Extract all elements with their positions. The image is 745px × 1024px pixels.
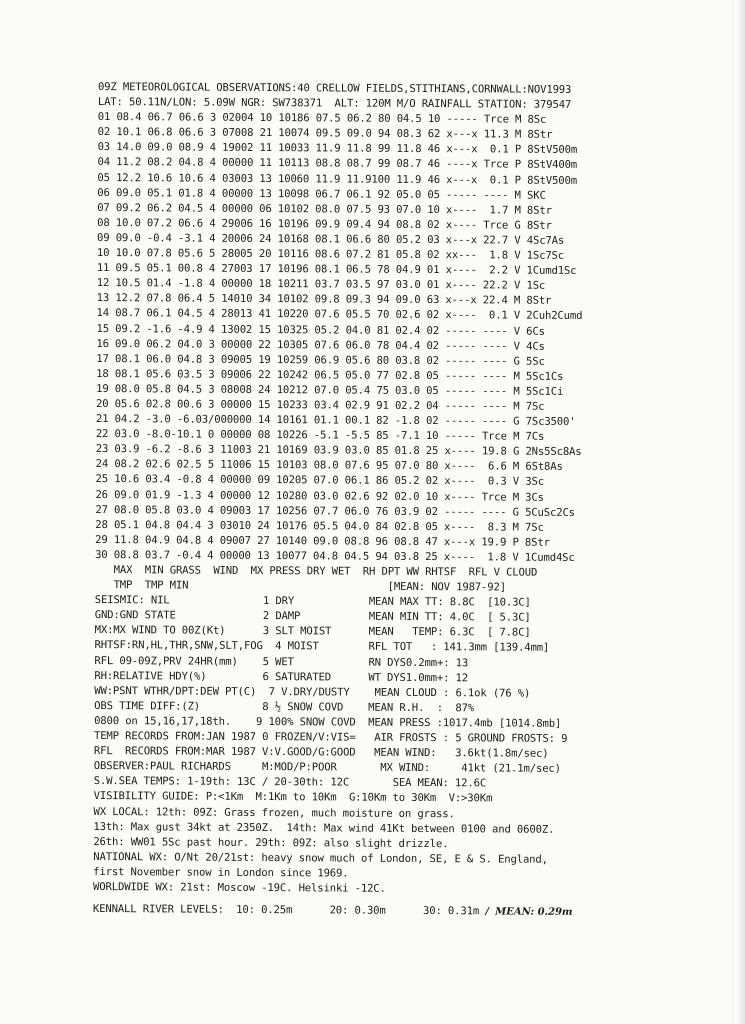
legend-and-summary — [94, 593, 715, 808]
table-row: 20 05.6 02.8 00.6 3 00000 15 10233 03.4 02.9 91 02.2 04 ----- ---- M 7Sc — [95, 397, 545, 413]
legend-line: RH:RELATIVE HDY(%) 6 SATURATED WT DYS1.0mm+: 12 — [94, 669, 469, 684]
table-row: 25 10.6 03.4 -0.8 4 00000 09 10205 07.0 06.1 86 05.2 02 x---- 0.3 V 3Sc — [95, 473, 545, 489]
note-line: WX LOCAL: 12th: 09Z: Grass frozen, much moisture on grass. — [93, 805, 455, 820]
legend-line: VISIBILITY GUIDE: P:<1Km M:1Km to 10Km G:10Km to 30Km V:>30Km — [93, 790, 493, 805]
column-headers-line-1: MAX MIN GRASS WIND MX PRESS DRY WET RH DPT WW RHTSF RFL V CLOUD — [94, 563, 538, 579]
table-row: 24 08.2 02.6 02.5 5 11006 15 10103 08.0 07.6 95 07.0 80 x---- 6.6 M 6St8As — [95, 458, 563, 474]
handwritten-slash: / — [485, 906, 489, 918]
note-line: first November snow in London since 1969. — [93, 865, 349, 880]
table-row: 13 12.2 07.8 06.4 5 14010 34 10102 09.8 09.3 94 09.0 63 x---x 22.4 M 8Str — [96, 292, 552, 308]
table-row: 26 09.0 01.9 -1.3 4 00000 12 10280 03.0 02.6 92 02.0 10 x---- Trce M 3Cs — [95, 488, 544, 504]
table-row: 14 08.7 06.1 04.5 4 28013 41 10220 07.6 05.5 70 02.6 02 x---- 0.1 V 2Cuh2Cumd — [96, 307, 583, 323]
table-row: 21 04.2 -3.0 -6.03/000000 14 10161 01.1 00.1 82 -1.8 02 ----- ---- G 7Sc3500' — [95, 413, 576, 428]
legend-line: OBS TIME DIFF:(Z) 8 ½ SNOW COVD MEAN R.H. : 87% — [94, 699, 475, 715]
note-line: 13th: Max gust 34kt at 2350Z. 14th: Max wind 41Kt between 0100 and 0600Z. — [93, 820, 555, 836]
handwritten-mean-annotation: MEAN: 0.29m — [495, 906, 573, 918]
table-row: 18 08.1 05.6 03.5 3 09006 22 10242 06.5 05.0 77 02.8 05 ----- ---- M 5Sc1Cs — [96, 367, 564, 383]
table-row: 16 09.0 06.2 04.0 3 00000 22 10305 07.6 06.0 78 04.4 02 ----- ---- V 4Cs — [96, 337, 545, 353]
document-title: 09Z METEOROLOGICAL OBSERVATIONS:40 CRELLOW FIELDS,STITHIANS,CORNWALL:NOV1993 — [97, 80, 572, 96]
page-edge-shadow — [735, 0, 745, 1024]
table-row: 19 08.0 05.8 04.5 3 08008 24 10212 07.0 05.4 75 03.0 05 ----- ---- M 5Sc1Ci — [96, 382, 564, 398]
table-row: 07 09.2 06.2 04.5 4 00000 06 10102 08.0 07.5 93 07.0 10 x---- 1.7 M 8Str — [97, 201, 552, 217]
river-levels-text: KENNALL RIVER LEVELS: 10: 0.25m 20: 0.30m 30: 0.31m — [92, 903, 486, 918]
note-line: 26th: WW01 5Sc past hour. 29th: 09Z: also slight drizzle. — [93, 835, 449, 850]
legend-line: RFL 09-09Z,PRV 24HR(mm) 5 WET RN DYS0.2mm+: 13 — [94, 654, 469, 669]
table-row: 08 10.0 07.2 06.6 4 29006 16 10196 09.9 09.4 94 08.8 02 x---- Trce G 8Str — [97, 216, 552, 232]
table-row: 17 08.1 06.0 04.8 3 09005 19 10259 06.9 05.6 80 03.8 02 ----- ---- G 5Sc — [96, 352, 545, 368]
legend-line: 0800 on 15,16,17,18th. 9 100% SNOW COVD MEAN PRESS :1017.4mb [1014.8mb] — [94, 714, 562, 730]
table-row: 04 11.2 08.2 04.8 4 00000 11 10113 08.8 08.7 99 08.7 46 ----x Trce P 8StV400m — [97, 156, 578, 172]
table-row: 12 10.5 01.4 -1.8 4 00000 18 10211 03.7 03.5 97 03.0 01 x---- 22.2 V 1Sc — [96, 277, 546, 292]
table-row: 02 10.1 06.8 06.6 3 07008 21 10074 09.5 09.0 94 08.3 62 x---x 11.3 M 8Str — [97, 126, 553, 142]
station-details: LAT: 50.11N/LON: 5.09W NGR: SW738371 ALT: 120M M/O RAINFALL STATION: 379547 — [97, 96, 572, 111]
table-row: 09 09.0 -0.4 -3.1 4 20006 24 10168 08.1 06.6 80 05.2 03 x---x 22.7 V 4Sc7As — [96, 231, 565, 247]
table-row: 15 09.2 -1.6 -4.9 4 13002 15 10325 05.2 04.0 81 02.4 02 ----- ---- V 6Cs — [96, 322, 545, 338]
legend-line: RFL RECORDS FROM:MAR 1987 V:V.GOOD/G:GOOD MEAN WIND: 3.6kt(1.8m/sec) — [93, 745, 549, 760]
legend-line: S.W.SEA TEMPS: 1-19th: 13C / 20-30th: 12C SEA MEAN: 12.6C — [93, 775, 487, 790]
table-row: 05 12.2 10.6 10.6 4 03003 13 10060 11.9 11.9100 11.9 46 x---x 0.1 P 8StV500m — [97, 171, 577, 187]
table-row: 27 08.0 05.8 03.0 4 09003 17 10256 07.7 06.0 76 03.9 02 ----- ---- G 5CuSc2Cs — [95, 503, 575, 519]
table-row: 29 11.8 04.9 04.8 4 09007 27 10140 09.0 08.8 96 08.8 47 x---x 19.9 P 8Str — [95, 533, 550, 549]
note-line: NATIONAL WX: O/Nt 20/21st: heavy snow much of London, SE, E & S. England, — [93, 850, 548, 866]
table-row: 10 10.0 07.8 05.6 5 28005 20 10116 08.6 07.2 81 05.8 02 xx--- 1.8 V 1Sc7Sc — [96, 247, 565, 262]
legend-line: TEMP RECORDS FROM:JAN 1987 0 FROZEN/V:VIS= AIR FROSTS : 5 GROUND FROSTS: 9 — [93, 730, 568, 745]
legend-line: OBSERVER:PAUL RICHARDS M:MOD/P:POOR MX WIND: 41kt (21.1m/sec) — [93, 760, 561, 776]
legend-line: MX:MX WIND TO 00Z(Kt) 3 SLT MOIST MEAN TEMP: 6.3C [ 7.8C] — [94, 624, 531, 640]
legend-line: RHTSF:RN,HL,THR,SNW,SLT,FOG 4 MOIST RFL TOT : 141.3mm [139.4mm] — [94, 639, 550, 655]
table-row: 28 05.1 04.8 04.4 3 03010 24 10176 05.5 04.0 84 02.8 05 x---- 8.3 M 7Sc — [95, 518, 544, 534]
legend-line: GND:GND STATE 2 DAMP MEAN MIN TT: 4.0C [ 5.3C] — [94, 609, 531, 624]
river-levels-line — [93, 902, 713, 921]
table-row: 11 09.5 05.1 00.8 4 27003 17 10196 08.1 06.5 78 04.9 01 x---- 2.2 V 1Cumd1Sc — [96, 262, 577, 278]
table-row: 03 14.0 09.0 08.9 4 19002 11 10033 11.9 11.8 99 11.8 46 x---x 0.1 P 8StV500m — [97, 141, 578, 157]
legend-line: SEISMIC: NIL 1 DRY MEAN MAX TT: 8.8C [10.3C] — [94, 594, 531, 609]
table-row: 30 08.8 03.7 -0.4 4 00000 13 10077 04.8 04.5 94 03.8 25 x---- 1.8 V 1Cumd4Sc — [95, 548, 575, 564]
legend-line: WW:PSNT WTHR/DPT:DEW PT(C) 7 V.DRY/DUSTY MEAN CLOUD : 6.1ok (76 %) — [94, 684, 531, 700]
observations-document — [93, 80, 718, 921]
weather-notes — [93, 804, 714, 898]
table-row: 22 03.0 -8.0-10.1 0 00000 08 10226 -5.1 -5.5 85 -7.1 10 ----- Trce M 7Cs — [95, 428, 545, 443]
daily-observations-table — [95, 110, 718, 567]
table-row: 06 09.0 05.1 01.8 4 00000 13 10098 06.7 06.1 92 05.0 05 ----- ---- M SKC — [97, 186, 546, 202]
column-headers-line-2: TMP TMP MIN [MEAN: NOV 1987-92] — [94, 579, 506, 594]
table-row: 23 03.9 -6.2 -8.6 3 11003 21 10169 03.9 03.0 85 01.8 25 x---- 19.8 G 2Ns5Sc8As — [95, 443, 582, 459]
note-line: WORLDWIDE WX: 21st: Moscow -19C. Helsinki -12C. — [93, 880, 386, 895]
table-row: 01 08.4 06.7 06.6 3 02004 10 10186 07.5 06.2 80 04.5 10 ----- Trce M 8Sc — [97, 111, 547, 126]
